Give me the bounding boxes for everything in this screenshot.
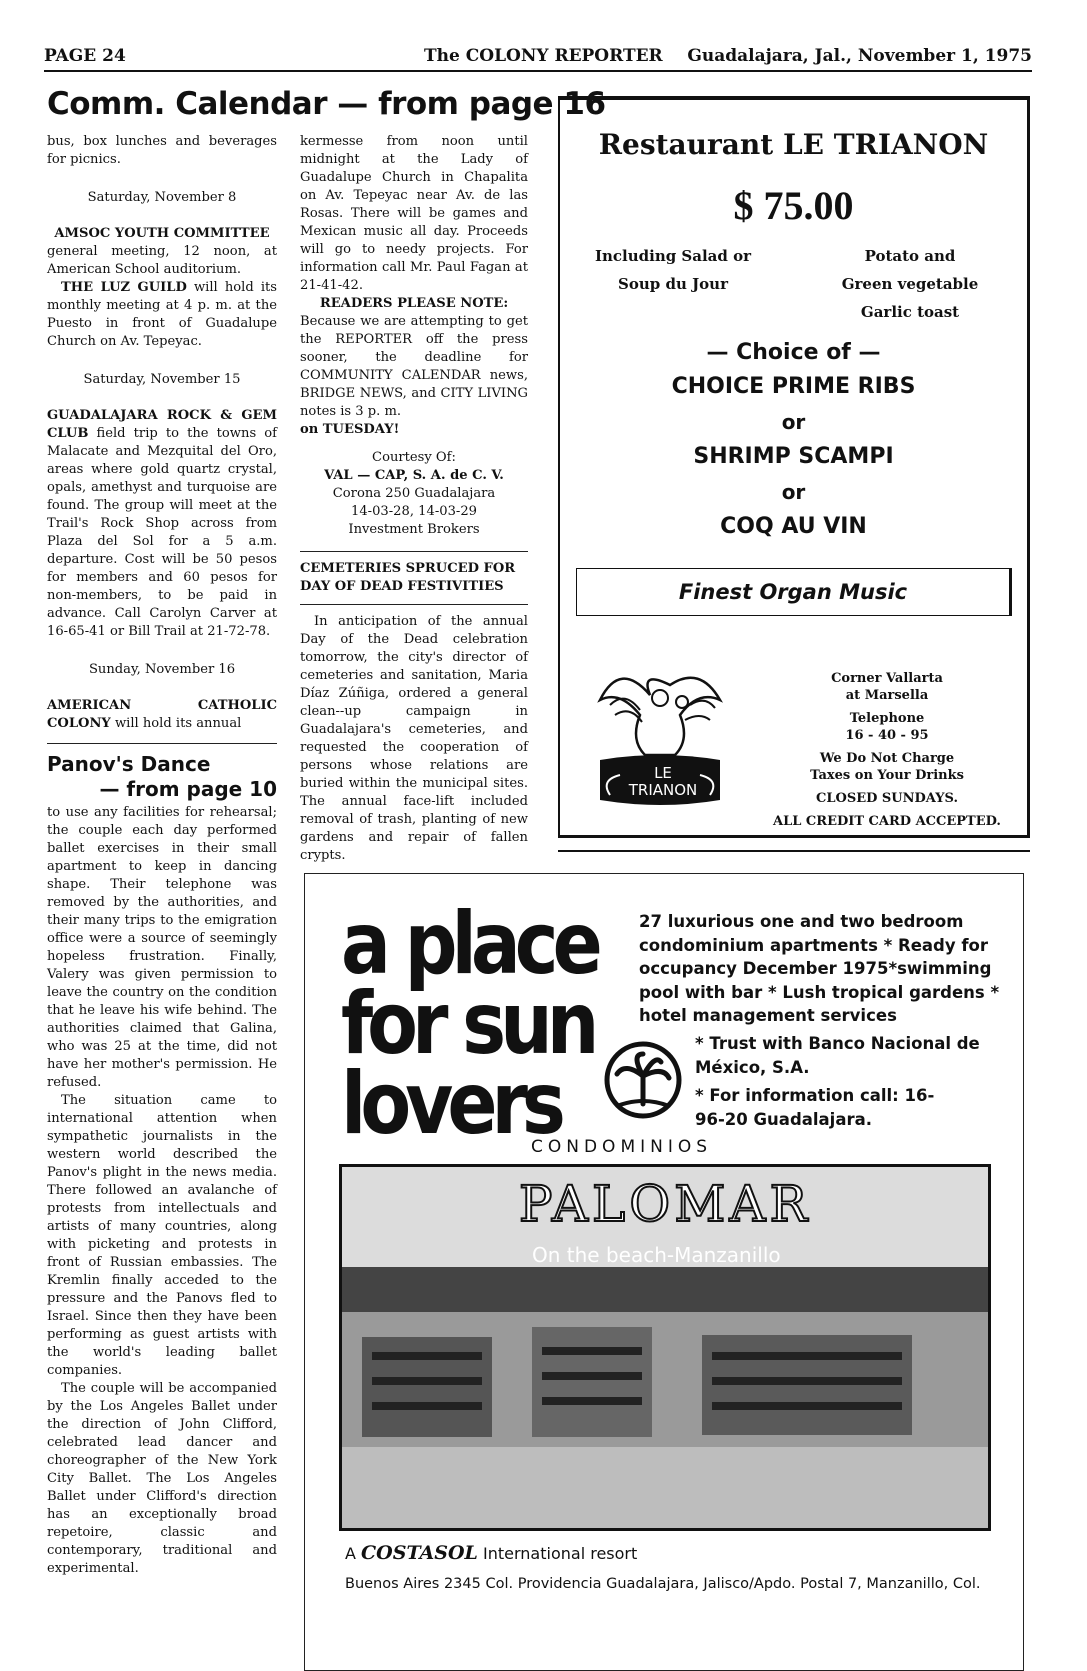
panov-headline: Panov's Dance (47, 752, 211, 776)
location-line: Corner Vallarta (831, 671, 943, 686)
event-text: field trip to the towns of Malacate and Mezquital del Oro, areas where gold quartz crystal, opals, amethyst and turquoise are found. The group will meet at the Trail's Rock Shop across from Plaza del Sol for a 5 a.m. departure. Cost will be 50 pesos for members and 60 pesos for non-members, to be paid in advance. Call Carolyn Carver at 16-65-41 or Bill Trail at 21-72-78. (47, 426, 277, 639)
palm-sun-logo (603, 1040, 683, 1120)
menu-or: or (781, 480, 806, 504)
section-rule (47, 743, 277, 744)
calendar-headline: Comm. Calendar — from page 16 (47, 86, 606, 122)
location-line: at Marsella (845, 688, 929, 703)
sides-line: Garlic toast (860, 303, 960, 321)
panov-text: to use any facilities for rehearsal; the couple each day performed ballet exercises in their small apartment to keep in dancing shape. Their telephone was removed by the authorities, and their many trips to the emigration office were a source of seemingly hopeless frustration. Finally, Valery was given permission to leave the country on the condition that he leave his wife behind. The authorities claimed that Galina, who was 25 at the time, did not have her mother's permission. He refused. (47, 805, 277, 1090)
section-rule (300, 551, 528, 552)
event-lead: THE LUZ GUILD (61, 280, 187, 295)
column-left (47, 133, 277, 1578)
panov-text: The couple will be accompanied by the Los Angeles Ballet under the direction of John Clifford, celebrated lead dancer and choreographer of the New York City Ballet. The Los Angeles Ballet under Clifford's direction has an exceptionally broad repetoire, classic and contemporary, traditional and experimental. (47, 1381, 277, 1576)
sponsor-phones: 14-03-28, 14-03-29 (351, 504, 477, 519)
event-text: general meeting, 12 noon, at American School auditorium. (47, 244, 277, 277)
closed-notice: CLOSED SUNDAYS. (816, 791, 958, 806)
includes-line: Soup du Jour (618, 275, 728, 293)
cemeteries-headline: CEMETERIES SPRUCED FOR DAY OF DEAD FESTIVITIES (300, 561, 516, 594)
includes-line: Including Salad or (594, 247, 752, 265)
condominios-label: CONDOMINIOS (531, 1137, 713, 1157)
sides-line: Potato and (864, 247, 956, 265)
tax-line: Taxes on Your Drinks (810, 768, 964, 783)
kermesse-text: kermesse from noon until midnight at the Lady of Guadalupe Church in Chapalita on Av. Tepeyac near Av. de las Rosas. There will be games and Mexican music all day. Proceeds will go to needy projects. For information call Mr. Paul Fagan at 21-41-42. (300, 134, 528, 293)
calendar-text: bus, box lunches and beverages for picnics. (47, 134, 277, 167)
ad-separator (558, 850, 1030, 852)
costa-prefix: A (345, 1544, 356, 1563)
sponsor-address: Corona 250 Guadalajara (332, 486, 496, 501)
slogan-line: for sun (341, 974, 594, 1074)
event-lead: AMERICAN CATHOLIC COLONY (47, 698, 277, 731)
trianon-ad (558, 96, 1030, 838)
choice-heading: — Choice of — (706, 340, 881, 365)
menu-price: $ 75.00 (733, 183, 854, 228)
dateline: Guadalajara, Jal., November 1, 1975 (687, 46, 1032, 66)
resort-photo (339, 1164, 991, 1531)
logo-text: LE TRIANON (628, 764, 698, 799)
slogan-line: lovers (341, 1054, 560, 1154)
costasol-line (345, 1542, 637, 1564)
phone-label: Telephone (849, 711, 925, 726)
restaurant-info (756, 670, 1018, 836)
sales-address: Buenos Aires 2345 Col. Providencia Guadalajara, Jalisco/Apdo. Postal 7, Manzanillo, Col. (345, 1576, 981, 1592)
costa-suffix: International resort (483, 1544, 638, 1563)
menu-option: CHOICE PRIME RIBS (671, 374, 916, 399)
tax-line: We Do Not Charge (819, 751, 955, 766)
newspaper-name: The COLONY REPORTER (424, 46, 663, 66)
trust-note: * Trust with Banco Nacional de México, S.A. (695, 1034, 980, 1077)
info-note: * For information call: 16-96-20 Guadalajara. (695, 1086, 935, 1129)
menu-or: or (781, 410, 806, 434)
section-rule (300, 604, 528, 605)
page-number: PAGE 24 (44, 46, 126, 66)
restaurant-name: Restaurant LE TRIANON (598, 128, 989, 161)
organ-music-banner: Finest Organ Music (576, 568, 1012, 616)
page-header (44, 40, 1032, 70)
date-heading: Saturday, November 15 (83, 372, 241, 387)
costasol-brand: COSTASOL (361, 1542, 478, 1564)
date-heading: Saturday, November 8 (87, 190, 237, 205)
credit-notice: ALL CREDIT CARD ACCEPTED. (773, 814, 1001, 829)
event-lead: GUADALAJARA ROCK & GEM CLUB (47, 408, 277, 441)
sponsor-name: VAL — CAP, S. A. de C. V. (324, 468, 504, 483)
phone-number: 16 - 40 - 95 (845, 728, 929, 743)
sides-line: Green vegetable (841, 275, 979, 293)
ad-slogan (341, 894, 597, 1154)
palomar-ad (304, 873, 1024, 1671)
sponsor-type: Investment Brokers (348, 522, 480, 537)
condo-description: 27 luxurious one and two bedroom condominium apartments * Ready for occupancy December 1975*swimming pool with bar * Lush tropical gardens * hotel management services (639, 912, 1000, 1025)
menu-option: COQ AU VIN (720, 514, 867, 539)
event-text: will hold its annual (114, 716, 242, 731)
slogan-line: a place (341, 894, 597, 994)
panov-text: The situation came to international attention when sympathetic journalists in the western world described the Panov's plight in the news media. There followed an avalanche of protests from intellectuals and artists of many countries, along with picketing and protests in front of Russian embassies. The Kremlin finally acceded to the pressure and the Panovs fled to Israel. Since then they have been performing as guest artists with the world's leading ballet companies. (47, 1093, 277, 1378)
note-emphasis: on TUESDAY! (300, 422, 400, 437)
note-text: Because we are attempting to get the REPORTER off the press sooner, the deadline for COMMUNITY CALENDAR news, BRIDGE NEWS, and CITY LIVING notes is 3 p. m. (300, 314, 528, 419)
header-rule (44, 70, 1032, 72)
event-lead: AMSOC YOUTH COMMITTEE (54, 226, 270, 241)
courtesy-label: Courtesy Of: (372, 450, 456, 465)
palomar-brand: PALOMAR (518, 1175, 812, 1233)
event-text: will hold its monthly meeting at 4 p. m. at the Puesto in front of Guadalupe Church on Av. Tepeyac. (47, 280, 277, 349)
note-lead: READERS PLEASE NOTE: (319, 296, 509, 311)
date-heading: Sunday, November 16 (88, 662, 236, 677)
location-tagline: On the beach-Manzanillo (532, 1243, 781, 1267)
menu-option: SHRIMP SCAMPI (693, 444, 894, 469)
column-middle (300, 133, 528, 865)
panov-subheadline: — from page 10 (99, 777, 277, 801)
cemeteries-text: In anticipation of the annual Day of the Dead celebration tomorrow, the city's director of cemeteries and sanitation, Maria Díaz Zúñiga, ordered a general clean--up campaign in Guadalajara's cemeteries, and requested the cooperation of persons whose relations are buried within the municipal sites. The annual face-lift included removal of trash, planting of new gardens and repair of fallen crypts. (300, 614, 528, 863)
